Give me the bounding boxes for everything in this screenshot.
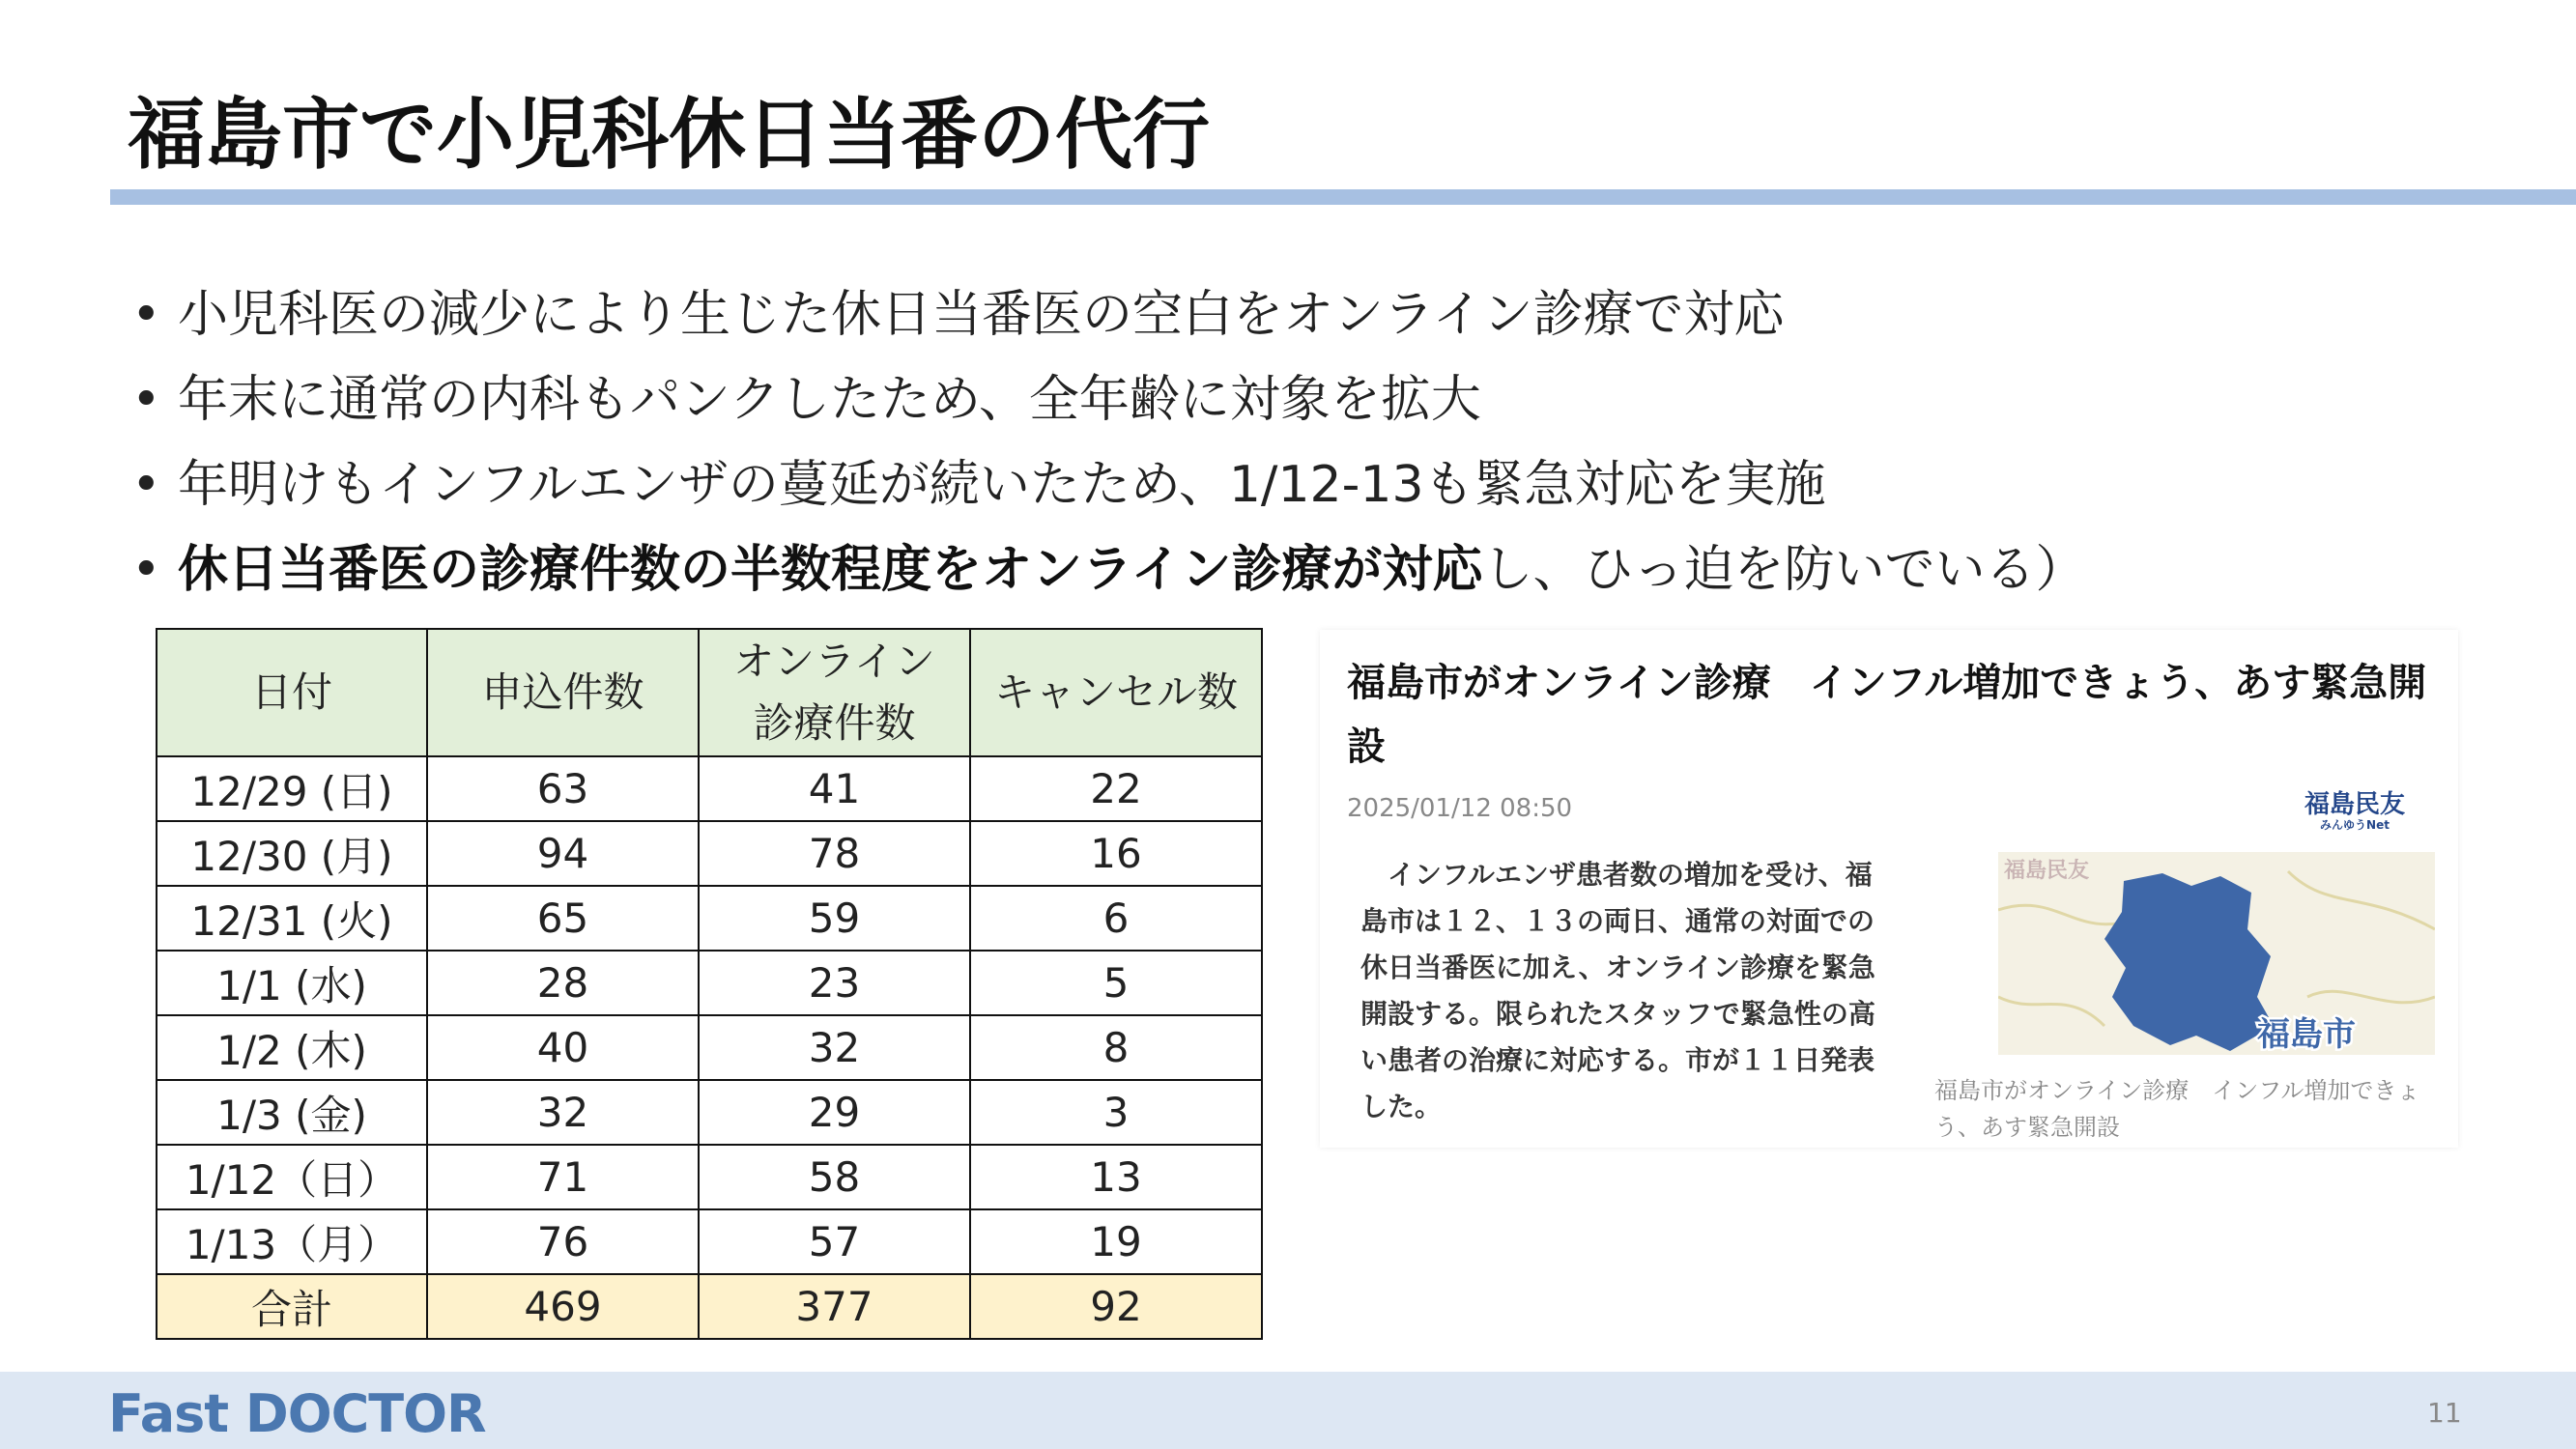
table-cell: 78: [699, 821, 970, 886]
table-cell: 16: [970, 821, 1262, 886]
bullet-item: [128, 357, 2495, 442]
table-cell: 57: [699, 1209, 970, 1274]
table-cell: 41: [699, 756, 970, 821]
news-body: インフルエンザ患者数の増加を受け、福島市は１２、１３の両日、通常の対面での休日当番医に加え、オンライン診療を緊急開設する。限られたスタッフで緊急性の高い患者の治療に対応する。市が１１日発表した。: [1360, 859, 1875, 1122]
fukushima-map: [1998, 852, 2435, 1055]
table-cell: 76: [427, 1209, 699, 1274]
col-header-online-consultations: [699, 629, 970, 756]
consultation-stats-table: [156, 628, 1263, 1340]
news-date: 2025/01/12 08:50: [1347, 794, 1573, 823]
table-total-cell: 377: [699, 1274, 970, 1339]
bullet-dot-icon: •: [131, 371, 161, 429]
news-source-logo-sub: みんゆうNet: [2320, 818, 2390, 832]
col-header-cancellations: キャンセル数: [970, 629, 1262, 756]
bullet-item: [128, 442, 2495, 527]
table-cell: 59: [699, 886, 970, 951]
table-header-row: [157, 629, 1262, 756]
table-cell: 32: [699, 1015, 970, 1080]
table-cell: 12/29 (日): [157, 756, 427, 821]
table-cell: 5: [970, 951, 1262, 1015]
table-cell: 6: [970, 886, 1262, 951]
table-row: [157, 1209, 1262, 1274]
news-source-logo-text: 福島民友: [2304, 790, 2405, 819]
table-cell: 71: [427, 1145, 699, 1209]
table-cell: 12/30 (月): [157, 821, 427, 886]
table-total-row: [157, 1274, 1262, 1339]
table-row: [157, 1080, 1262, 1145]
table-cell: 1/13（月）: [157, 1209, 427, 1274]
table-row: [157, 1015, 1262, 1080]
map-label-fukushima: 福島市: [2257, 1015, 2356, 1054]
table-cell: 22: [970, 756, 1262, 821]
table-cell: 13: [970, 1145, 1262, 1209]
bullet-text: し、ひっ迫を防いでいる）: [1482, 541, 2086, 599]
col-header-date: 日付: [157, 629, 427, 756]
table-total-cell: 合計: [157, 1274, 427, 1339]
table-cell: 40: [427, 1015, 699, 1080]
table-cell: 28: [427, 951, 699, 1015]
table-row: [157, 821, 1262, 886]
bullet-list: [128, 272, 2495, 612]
table-cell: 23: [699, 951, 970, 1015]
bullet-text: 年末に通常の内科もパンクしたため、全年齢に対象を拡大: [178, 371, 1481, 429]
table-cell: 1/2 (木): [157, 1015, 427, 1080]
table-cell: 3: [970, 1080, 1262, 1145]
col-header-online-label: オンライン 診療件数: [733, 638, 935, 747]
table-cell: 12/31 (火): [157, 886, 427, 951]
map-watermark: 福島民友: [2004, 859, 2090, 883]
table-cell: 94: [427, 821, 699, 886]
bullet-dot-icon: •: [131, 286, 161, 344]
table-cell: 63: [427, 756, 699, 821]
news-source-logo: [2304, 784, 2405, 833]
table-total-cell: 92: [970, 1274, 1262, 1339]
bullet-bold-text: 休日当番医の診療件数の半数程度をオンライン診療が対応: [178, 541, 1483, 599]
table-body: [157, 756, 1262, 1339]
table-cell: 1/12（日）: [157, 1145, 427, 1209]
news-headline: 福島市がオンライン診療 インフル増加できょう、あす緊急開設: [1347, 661, 2427, 769]
brand-logo: Fast DOCTOR: [108, 1383, 486, 1444]
bullet-item: [128, 527, 2495, 612]
news-article-clipping: [1320, 630, 2458, 1148]
table-cell: 58: [699, 1145, 970, 1209]
title-underline: [110, 189, 2576, 205]
table-row: [157, 951, 1262, 1015]
table-row: [157, 756, 1262, 821]
table-cell: 1/3 (金): [157, 1080, 427, 1145]
col-header-applications: 申込件数: [427, 629, 699, 756]
table-cell: 32: [427, 1080, 699, 1145]
table-cell: 8: [970, 1015, 1262, 1080]
table-cell: 19: [970, 1209, 1262, 1274]
table-row: [157, 1145, 1262, 1209]
bullet-dot-icon: •: [131, 456, 161, 514]
table-cell: 65: [427, 886, 699, 951]
bullet-text: 年明けもインフルエンザの蔓延が続いたため、1/12-13も緊急対応を実施: [178, 456, 1826, 514]
slide-title: 福島市で小児科休日当番の代行: [128, 90, 1210, 180]
table-cell: 29: [699, 1080, 970, 1145]
bullet-text: 小児科医の減少により生じた休日当番医の空白をオンライン診療で対応: [178, 286, 1785, 344]
bullet-dot-icon: •: [131, 541, 161, 599]
table-row: [157, 886, 1262, 951]
table-cell: 1/1 (水): [157, 951, 427, 1015]
table-total-cell: 469: [427, 1274, 699, 1339]
page-number: 11: [2427, 1397, 2462, 1429]
map-caption: 福島市がオンライン診療 インフル増加できょう、あす緊急開設: [1934, 1077, 2420, 1141]
bullet-item: [128, 272, 2495, 357]
